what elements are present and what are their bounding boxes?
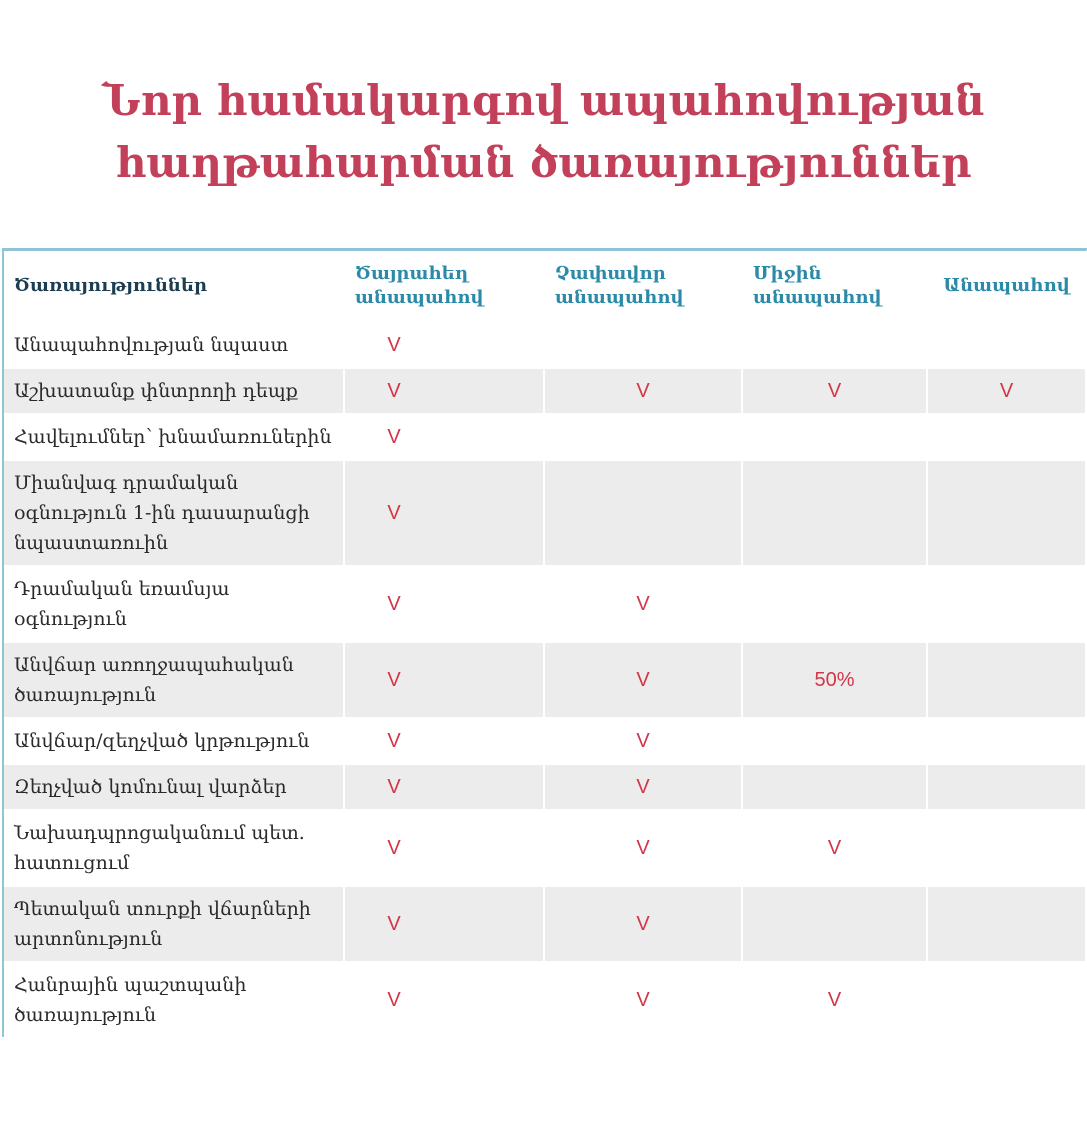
coverage-percent: 50% <box>742 642 927 718</box>
header-extremely-insecure: Ծայրահեղ անապահով <box>344 251 544 322</box>
check-mark <box>742 460 927 566</box>
check-mark: V <box>344 886 544 962</box>
check-mark <box>544 414 742 460</box>
check-mark <box>544 322 742 368</box>
check-mark: V <box>344 718 544 764</box>
service-name: Նախադպրոցականում պետ. հատուցում <box>4 810 344 886</box>
table-row <box>4 414 1086 460</box>
check-mark <box>742 322 927 368</box>
table-row <box>4 368 1086 414</box>
table-row <box>4 566 1086 642</box>
check-mark <box>742 886 927 962</box>
check-mark <box>742 718 927 764</box>
service-name: Միանվագ դրամական օգնություն 1-ին դասարանցի նպաստառուին <box>4 460 344 566</box>
check-mark <box>927 886 1086 962</box>
check-mark: V <box>544 566 742 642</box>
check-mark: V <box>544 810 742 886</box>
table-row <box>4 642 1086 718</box>
service-name: Պետական տուրքի վճարների արտոնություն <box>4 886 344 962</box>
table-header-row <box>4 251 1086 322</box>
table-row <box>4 718 1086 764</box>
check-mark: V <box>544 642 742 718</box>
table-row <box>4 322 1086 368</box>
header-medium-insecure: Միջին անապահով <box>742 251 927 322</box>
service-name: Անվճար/զեղչված կրթություն <box>4 718 344 764</box>
services-table-container <box>2 248 1087 1037</box>
check-mark: V <box>544 764 742 810</box>
services-table <box>4 251 1087 1037</box>
check-mark <box>927 414 1086 460</box>
check-mark <box>927 322 1086 368</box>
check-mark: V <box>344 810 544 886</box>
check-mark: V <box>742 368 927 414</box>
service-name: Դրամական եռամսյա օգնություն <box>4 566 344 642</box>
check-mark: V <box>344 368 544 414</box>
check-mark <box>927 642 1086 718</box>
check-mark: V <box>544 886 742 962</box>
header-services: Ծառայություններ <box>4 251 344 322</box>
check-mark: V <box>927 368 1086 414</box>
title-line-1: Նոր համակարգով ապահովության <box>102 76 985 125</box>
check-mark <box>742 764 927 810</box>
table-row <box>4 886 1086 962</box>
table-row <box>4 962 1086 1037</box>
service-name: Զեղչված կոմունալ վարձեր <box>4 764 344 810</box>
service-name: Անապահովության նպաստ <box>4 322 344 368</box>
page-title <box>0 70 1087 194</box>
table-row <box>4 460 1086 566</box>
check-mark <box>927 810 1086 886</box>
service-name: Անվճար առողջապահական ծառայություն <box>4 642 344 718</box>
title-line-2: հաղթահարման ծառայություններ <box>115 138 972 187</box>
header-moderately-insecure: Չափավոր անապահով <box>544 251 742 322</box>
check-mark: V <box>344 764 544 810</box>
service-name: Աշխատանք փնտրողի դեպք <box>4 368 344 414</box>
service-name: Հավելումներ՝ խնամառուներին <box>4 414 344 460</box>
check-mark: V <box>544 962 742 1037</box>
table-row <box>4 810 1086 886</box>
check-mark <box>742 566 927 642</box>
table-row <box>4 764 1086 810</box>
check-mark: V <box>344 566 544 642</box>
check-mark <box>927 718 1086 764</box>
header-insecure: Անապահով <box>927 251 1086 322</box>
check-mark: V <box>544 718 742 764</box>
check-mark: V <box>344 322 544 368</box>
check-mark: V <box>344 962 544 1037</box>
check-mark: V <box>344 414 544 460</box>
check-mark <box>927 566 1086 642</box>
check-mark: V <box>742 810 927 886</box>
check-mark: V <box>344 642 544 718</box>
check-mark: V <box>544 368 742 414</box>
check-mark <box>927 764 1086 810</box>
check-mark <box>927 460 1086 566</box>
check-mark <box>927 962 1086 1037</box>
check-mark: V <box>344 460 544 566</box>
check-mark <box>742 414 927 460</box>
service-name: Հանրային պաշտպանի ծառայություն <box>4 962 344 1037</box>
check-mark <box>544 460 742 566</box>
check-mark: V <box>742 962 927 1037</box>
